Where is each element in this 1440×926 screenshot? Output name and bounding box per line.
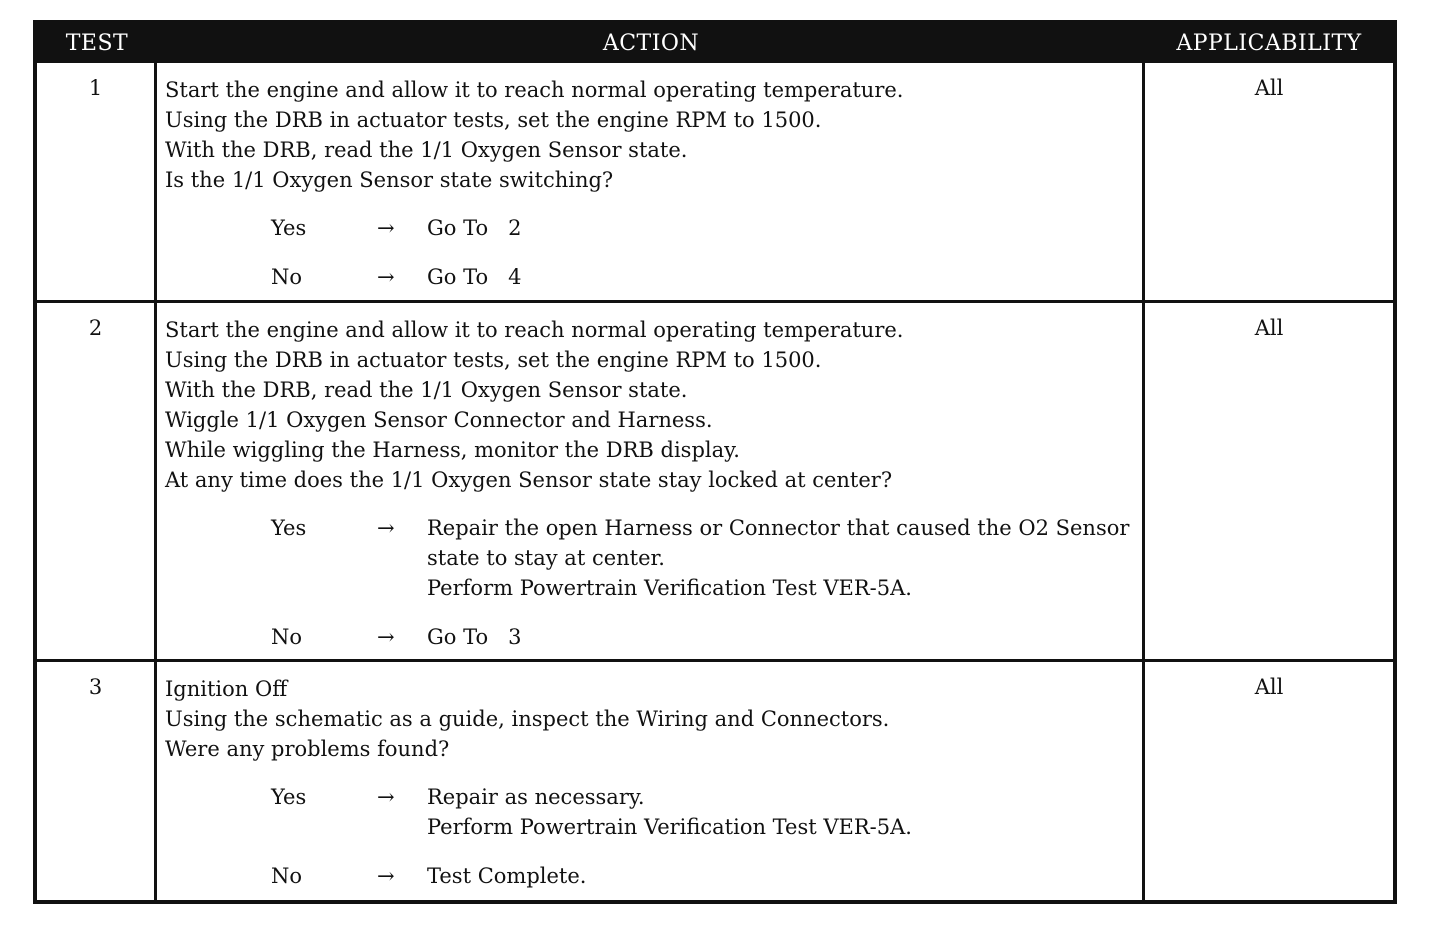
- action-step: With the DRB, read the 1/1 Oxygen Sensor state.: [165, 378, 688, 402]
- action-step: Wiggle 1/1 Oxygen Sensor Connector and Harness.: [165, 408, 713, 432]
- action-step: At any time does the 1/1 Oxygen Sensor state stay locked at center?: [165, 468, 893, 492]
- action-step: Start the engine and allow it to reach normal operating temperature.: [165, 318, 904, 342]
- yes-result: [427, 782, 1142, 842]
- yes-option: [271, 213, 1142, 243]
- header-action: ACTION: [157, 24, 1145, 63]
- test-number: 1: [37, 63, 157, 303]
- arrow-icon: →: [377, 785, 395, 809]
- diagnostic-table: [33, 20, 1397, 904]
- action-step: Start the engine and allow it to reach normal operating temperature.: [165, 78, 904, 102]
- arrow-icon: →: [377, 216, 395, 240]
- arrow-icon: →: [377, 265, 395, 289]
- no-result: [427, 622, 1142, 652]
- action-step: Using the DRB in actuator tests, set the engine RPM to 1500.: [165, 348, 822, 372]
- yes-option: [271, 782, 1142, 842]
- arrow-icon: →: [377, 864, 395, 888]
- yes-label: Yes: [271, 785, 307, 809]
- result-line: Repair the open Harness or Connector that caused the O2 Sensor: [427, 516, 1130, 540]
- result-line: state to stay at center.: [427, 546, 665, 570]
- test-number: 2: [37, 303, 157, 662]
- yes-label: Yes: [271, 216, 307, 240]
- action-step: Using the schematic as a guide, inspect the Wiring and Connectors.: [165, 707, 890, 731]
- test-number: 3: [37, 662, 157, 900]
- result-line: Go To 2: [427, 216, 522, 240]
- result-line: Go To 4: [427, 265, 522, 289]
- result-line: Go To 3: [427, 625, 522, 649]
- action-step: Is the 1/1 Oxygen Sensor state switching?: [165, 168, 614, 192]
- no-option: [271, 622, 1142, 652]
- yes-label: Yes: [271, 516, 307, 540]
- no-result: [427, 262, 1142, 292]
- arrow-icon: →: [377, 516, 395, 540]
- header-test: TEST: [37, 24, 157, 63]
- no-option: [271, 861, 1142, 891]
- action-cell: [157, 303, 1145, 662]
- no-label: No: [271, 265, 303, 289]
- action-step: While wiggling the Harness, monitor the DRB display.: [165, 438, 740, 462]
- yes-result: [427, 513, 1142, 603]
- yes-result: [427, 213, 1142, 243]
- header-applicability: APPLICABILITY: [1145, 24, 1393, 63]
- action-step: With the DRB, read the 1/1 Oxygen Sensor state.: [165, 138, 688, 162]
- action-step: Using the DRB in actuator tests, set the engine RPM to 1500.: [165, 108, 822, 132]
- result-line: Perform Powertrain Verification Test VER-5A.: [427, 576, 912, 600]
- no-result: [427, 861, 1142, 891]
- no-label: No: [271, 864, 303, 888]
- action-cell: [157, 63, 1145, 303]
- yes-option: [271, 513, 1142, 603]
- arrow-icon: →: [377, 625, 395, 649]
- result-line: Test Complete.: [427, 864, 587, 888]
- action-step: Ignition Off: [165, 677, 288, 701]
- applicability-value: All: [1254, 675, 1284, 699]
- action-step: Were any problems found?: [165, 737, 450, 761]
- no-label: No: [271, 625, 303, 649]
- result-line: Repair as necessary.: [427, 785, 645, 809]
- applicability-value: All: [1145, 303, 1393, 662]
- applicability-value: All: [1145, 63, 1393, 303]
- result-line: Perform Powertrain Verification Test VER-5A.: [427, 815, 912, 839]
- no-option: [271, 262, 1142, 292]
- action-cell: [157, 662, 1145, 900]
